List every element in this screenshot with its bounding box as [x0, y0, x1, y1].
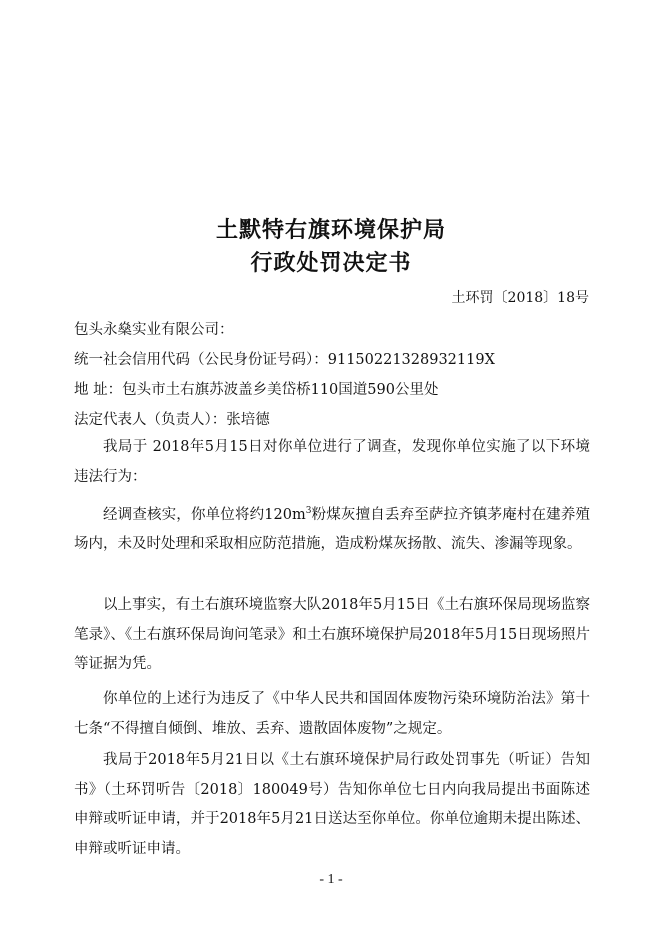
cubic-superscript: 3 — [305, 506, 312, 516]
document-title: 土默特右旗环境保护局 — [215, 217, 446, 243]
credit-code-line: 统一社会信用代码（公民身份证号码）：91150221328932119X — [74, 352, 495, 368]
paragraph-evidence: 以上事实，有土右旗环境监察大队2018年5月15日《土右旗环保局现场监察笔录》、《土右旗环保局询问笔录》和土右旗环境保护局2018年5月15日现场照片等证据为凭。 — [74, 597, 590, 672]
legal-representative-line: 法定代表人（负责人）：张培德 — [74, 412, 270, 428]
paragraph-notice: 我局于2018年5月21日以《土右旗环境保护局行政处罚事先（听证）告知书》（土环罚听告〔2018〕180049号）告知你单位七日内向我局提出书面陈述申辩或听证申请，并于2018年5月21日送达至你单位。你单位逾期未提出陈述、申辩或听证申请。 — [74, 752, 590, 857]
paragraph-findings — [74, 497, 590, 560]
findings-text-end: 粉煤灰擅自丢弃至萨拉齐镇茅庵村在建养殖场内，未及时处理和采取相应防范措施，造成粉煤灰扬散、流失、渗漏等现象。 — [74, 506, 590, 553]
document-number: 土环罚〔2018〕18号 — [451, 290, 589, 306]
document-subtitle: 行政处罚决定书 — [250, 250, 412, 276]
findings-text-start: 经调查核实，你单位将约120m — [103, 506, 306, 523]
paragraph-violation: 你单位的上述行为违反了《中华人民共和国固体废物污染环境防治法》第十七条“不得擅自倾倒、堆放、丢弃、遗散固体废物”之规定。 — [74, 691, 590, 737]
recipient-line: 包头永燊实业有限公司： — [74, 322, 234, 338]
address-line: 地 址：包头市土右旗苏波盖乡美岱桥110国道590公里处 — [74, 382, 439, 398]
paragraph-investigation: 我局于 2018年5月15日对你单位进行了调查，发现你单位实施了以下环境违法行为： — [74, 439, 590, 485]
page-number: - 1 - — [319, 872, 343, 887]
